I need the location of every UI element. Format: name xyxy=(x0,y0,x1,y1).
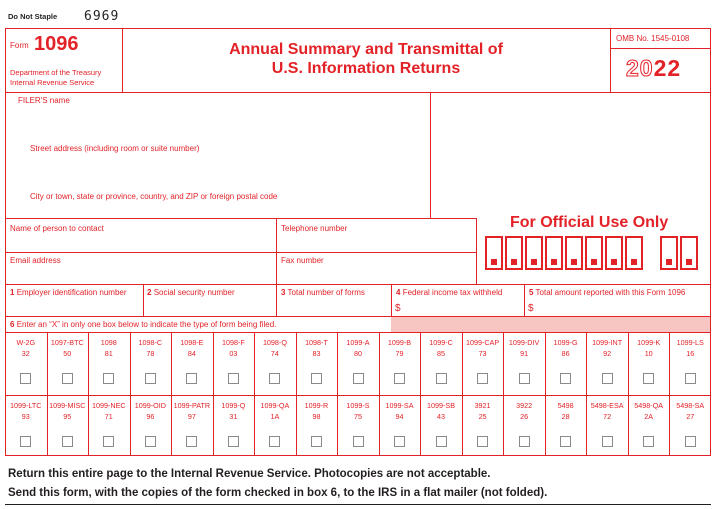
form-type-checkbox[interactable] xyxy=(145,436,156,447)
form-type-code: 83 xyxy=(312,349,321,358)
form-type-name: 5498 xyxy=(557,401,574,410)
official-use-digit-box xyxy=(680,236,698,270)
frame-bottom-line xyxy=(5,455,711,456)
form-type-checkbox[interactable] xyxy=(602,436,613,447)
official-use-digit-box xyxy=(625,236,643,270)
form-type-name: 1099-S xyxy=(346,401,370,410)
box4-dollar-sign: $ xyxy=(395,303,401,314)
form-type-code: 85 xyxy=(437,349,446,358)
form-type-name: 1097-BTC xyxy=(50,338,84,347)
box4-label: 4 Federal income tax withheld xyxy=(396,288,503,297)
box-divider-4-5 xyxy=(524,284,525,316)
form-type-name: 5498-SA xyxy=(676,401,705,410)
form-type-code: 98 xyxy=(312,412,321,421)
form-type-code: 16 xyxy=(686,349,695,358)
box2-label: 2 Social security number xyxy=(147,288,235,297)
form-type-name: 3921 xyxy=(474,401,491,410)
form-type-code: 26 xyxy=(520,412,529,421)
form-type-code: 10 xyxy=(644,349,653,358)
form-type-checkbox[interactable] xyxy=(560,373,571,384)
footer-line-1: Return this entire page to the Internal Revenue Service. Photocopies are not acceptable. xyxy=(8,468,491,480)
frame-top-line xyxy=(5,28,711,29)
omb-divider xyxy=(610,48,710,49)
form-type-code: 50 xyxy=(63,349,72,358)
street-address-label: Street address (including room or suite number) xyxy=(30,144,200,153)
form-type-code: 71 xyxy=(104,412,113,421)
form-type-checkbox[interactable] xyxy=(62,436,73,447)
omb-number: OMB No. 1545-0108 xyxy=(616,34,690,43)
filer-right-divider xyxy=(430,92,431,218)
header-bottom-line xyxy=(5,92,711,93)
form-type-code: 79 xyxy=(395,349,404,358)
form-type-name: 1098-T xyxy=(305,338,328,347)
official-use-digit-box xyxy=(545,236,563,270)
handwritten-number: 6969 xyxy=(84,9,120,24)
fax-label: Fax number xyxy=(281,256,324,265)
form-type-code: 91 xyxy=(520,349,529,358)
form-type-code: 74 xyxy=(270,349,279,358)
form-type-checkbox[interactable] xyxy=(685,373,696,384)
form-type-name: 1099-INT xyxy=(592,338,623,347)
form-type-checkbox[interactable] xyxy=(436,436,447,447)
form-type-checkbox[interactable] xyxy=(228,373,239,384)
official-use-digit-box xyxy=(585,236,603,270)
form-type-code: 28 xyxy=(561,412,570,421)
official-use-digit-box xyxy=(505,236,523,270)
form-type-name: 1099-R xyxy=(304,401,329,410)
form-type-code: 97 xyxy=(187,412,196,421)
form-type-code: 92 xyxy=(603,349,612,358)
form-type-checkbox[interactable] xyxy=(560,436,571,447)
form-type-checkbox[interactable] xyxy=(519,373,530,384)
official-use-digit-box xyxy=(525,236,543,270)
do-not-staple-label: Do Not Staple xyxy=(8,12,58,21)
city-state-zip-label: City or town, state or province, country, and ZIP or foreign postal code xyxy=(30,192,278,201)
form-type-code: 78 xyxy=(146,349,155,358)
form-type-name: 1099-C xyxy=(429,338,453,347)
form-type-name: 1099-Q xyxy=(221,401,246,410)
form-type-name: 1099-MISC xyxy=(49,401,86,410)
form-word: Form xyxy=(10,41,29,50)
form-type-name: 1099-SB xyxy=(427,401,456,410)
form-type-code: 84 xyxy=(187,349,196,358)
dept-line-1: Department of the Treasury xyxy=(10,68,102,77)
form-type-checkbox[interactable] xyxy=(145,373,156,384)
form-type-checkbox[interactable] xyxy=(103,436,114,447)
form-type-name: 5498-ESA xyxy=(590,401,624,410)
form-type-checkbox[interactable] xyxy=(643,436,654,447)
form-title-line-2: U.S. Information Returns xyxy=(271,60,461,77)
official-use-label: For Official Use Only xyxy=(510,214,669,231)
contact-right-line xyxy=(476,218,477,284)
form-type-name: 5498-QA xyxy=(634,401,664,410)
official-use-digit-box xyxy=(485,236,503,270)
form-type-checkbox[interactable] xyxy=(269,373,280,384)
contact-mid-line xyxy=(5,252,477,253)
form-type-checkbox[interactable] xyxy=(269,436,280,447)
form-type-checkbox[interactable] xyxy=(519,436,530,447)
form-type-code: 73 xyxy=(478,349,487,358)
form-type-name: 1098-Q xyxy=(262,338,287,347)
form-type-name: 1098-C xyxy=(138,338,163,347)
tax-year: 2022 xyxy=(626,55,682,81)
email-label: Email address xyxy=(10,256,61,265)
box3-label: 3 Total number of forms xyxy=(281,288,365,297)
telephone-label: Telephone number xyxy=(281,224,348,233)
box6-label: 6 Enter an “X” in only one box below to indicate the type of form being filed. xyxy=(10,320,277,329)
form-type-checkbox[interactable] xyxy=(477,373,488,384)
form-type-checkbox[interactable] xyxy=(353,373,364,384)
form-type-checkbox[interactable] xyxy=(353,436,364,447)
form-type-name: 3922 xyxy=(516,401,533,410)
official-use-digit-box xyxy=(660,236,678,270)
form-type-checkbox[interactable] xyxy=(643,373,654,384)
filer-name-label: FILER'S name xyxy=(18,96,70,105)
box-divider-1-2 xyxy=(143,284,144,316)
form-type-code: 32 xyxy=(21,349,30,358)
box-divider-3-4 xyxy=(391,284,392,316)
form-type-name: 1099-DIV xyxy=(508,338,540,347)
box1-label: 1 Employer identification number xyxy=(10,288,127,297)
box6-shaded-area xyxy=(391,317,710,332)
box-divider-2-3 xyxy=(276,284,277,316)
form-type-grid xyxy=(5,333,711,455)
form-type-checkbox[interactable] xyxy=(685,436,696,447)
official-use-digit-box xyxy=(605,236,623,270)
box5-dollar-sign: $ xyxy=(528,303,534,314)
form-type-checkbox[interactable] xyxy=(62,373,73,384)
form-type-checkbox[interactable] xyxy=(311,436,322,447)
form-type-name: 1099-QA xyxy=(260,401,290,410)
form-type-code: 94 xyxy=(395,412,404,421)
form-type-checkbox[interactable] xyxy=(311,373,322,384)
form-type-name: 1098-E xyxy=(180,338,204,347)
form-type-code: 86 xyxy=(561,349,570,358)
form-type-code: 95 xyxy=(63,412,72,421)
form-type-checkbox[interactable] xyxy=(394,373,405,384)
box5-label: 5 Total amount reported with this Form 1096 xyxy=(529,288,686,297)
form-type-code: 03 xyxy=(229,349,238,358)
form-type-code: 81 xyxy=(104,349,113,358)
form-type-checkbox[interactable] xyxy=(602,373,613,384)
form-type-name: 1099-CAP xyxy=(465,338,500,347)
form-title-line-1: Annual Summary and Transmittal of xyxy=(229,41,503,58)
form-type-checkbox[interactable] xyxy=(477,436,488,447)
form-type-checkbox[interactable] xyxy=(186,373,197,384)
form-number: 1096 xyxy=(34,33,79,55)
form-type-name: 1099-B xyxy=(387,338,412,347)
form-type-name: 1099-OID xyxy=(134,401,166,410)
form-type-checkbox[interactable] xyxy=(20,436,31,447)
contact-name-label: Name of person to contact xyxy=(10,224,104,233)
form-type-code: 80 xyxy=(353,349,362,358)
form-type-name: 1098-F xyxy=(222,338,245,347)
form-type-code: 25 xyxy=(478,412,487,421)
form-type-name: 1099-K xyxy=(637,338,661,347)
form-type-checkbox[interactable] xyxy=(103,373,114,384)
form-type-name: 1099-SA xyxy=(385,401,414,410)
form-type-name: 1099-LS xyxy=(676,338,704,347)
form-type-checkbox[interactable] xyxy=(394,436,405,447)
form-type-code: 2A xyxy=(644,412,654,421)
form-type-checkbox[interactable] xyxy=(436,373,447,384)
form-type-checkbox[interactable] xyxy=(228,436,239,447)
header-divider-right xyxy=(610,28,611,92)
form-type-code: 31 xyxy=(229,412,238,421)
form-type-name: 1099-A xyxy=(346,338,370,347)
form-type-code: 93 xyxy=(21,412,30,421)
form-type-name: 1098 xyxy=(100,338,117,347)
form-type-checkbox[interactable] xyxy=(186,436,197,447)
footer-rule xyxy=(5,504,711,505)
footer-line-2: Send this form, with the copies of the form checked in box 6, to the IRS in a flat mailer (not folded). xyxy=(8,487,548,499)
form-type-code: 27 xyxy=(686,412,695,421)
form-type-code: 75 xyxy=(353,412,362,421)
dept-line-2: Internal Revenue Service xyxy=(10,78,95,87)
form-type-name: 1099-LTC xyxy=(10,401,42,410)
contact-divider xyxy=(276,218,277,284)
form-type-code: 43 xyxy=(437,412,446,421)
form-type-code: 1A xyxy=(270,412,280,421)
form-type-name: 1099-G xyxy=(553,338,578,347)
contact-bottom-line xyxy=(5,284,711,285)
filer-bottom-line xyxy=(5,218,477,219)
form-type-code: 96 xyxy=(146,412,155,421)
form-type-code: 72 xyxy=(603,412,612,421)
official-use-digit-box xyxy=(565,236,583,270)
form-type-name: W-2G xyxy=(16,338,36,347)
form-type-name: 1099-PATR xyxy=(173,401,211,410)
form-type-name: 1099-NEC xyxy=(92,401,126,410)
form-type-checkbox[interactable] xyxy=(20,373,31,384)
